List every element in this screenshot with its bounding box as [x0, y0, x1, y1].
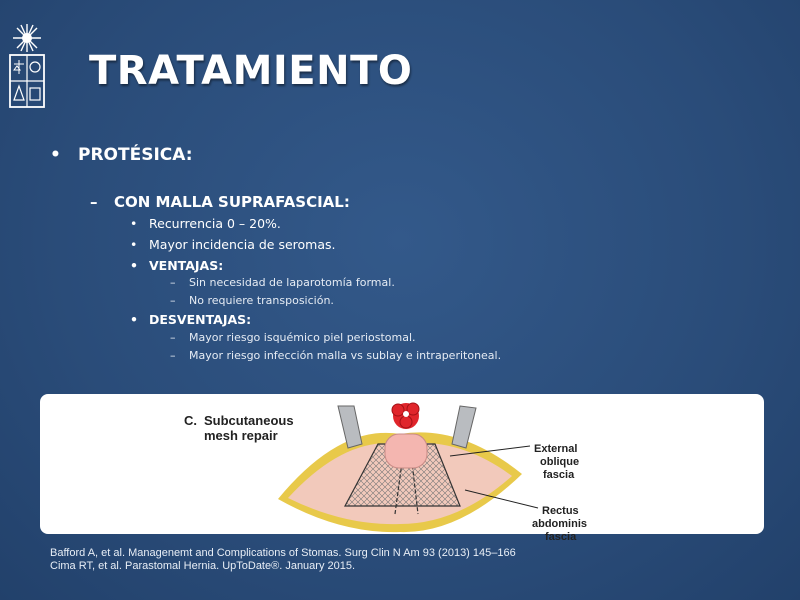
bullet-recurrencia: [130, 216, 281, 231]
sub-bullet-laparotomia: [170, 276, 395, 289]
bullet-dot: •: [130, 237, 138, 252]
bullet-dash: –: [90, 193, 98, 211]
bullet-protesica-text: PROTÉSICA:: [78, 145, 193, 165]
panel-title-line2: mesh repair: [204, 428, 278, 443]
bullet-dot: •: [130, 312, 138, 327]
bowel-loop: [385, 434, 427, 468]
sub-bullet-isquemico: [170, 331, 416, 344]
sub-bullet-transposicion-text: No requiere transposición.: [189, 294, 334, 307]
label-rectus-2: abdominis: [532, 518, 588, 530]
bullet-dash: –: [170, 276, 176, 289]
bullet-ventajas: [130, 258, 223, 273]
label-external-3: fascia: [543, 469, 575, 481]
sub-bullet-transposicion: [170, 294, 334, 307]
mesh-repair-illustration: [40, 394, 764, 543]
bullet-protesica: [50, 145, 193, 165]
bullet-seromas: [130, 237, 336, 252]
subcutaneous-mesh-figure: [40, 394, 764, 543]
panel-title-line1: Subcutaneous: [204, 413, 294, 428]
bullet-malla-suprafascial-text: CON MALLA SUPRAFASCIAL:: [114, 193, 350, 211]
sub-bullet-isquemico-text: Mayor riesgo isquémico piel periostomal.: [189, 331, 416, 344]
reference-cima: Cima RT, et al. Parastomal Hernia. UpToDate®. January 2015.: [50, 560, 356, 572]
panel-label: C.: [184, 413, 197, 428]
label-rectus-3: fascia: [545, 531, 577, 543]
bullet-dash: –: [170, 349, 176, 362]
bullet-desventajas: [130, 312, 251, 327]
slide-title: TRATAMIENTO: [89, 48, 413, 94]
stoma-icon: [392, 403, 419, 429]
bullet-malla-suprafascial: [90, 193, 350, 211]
bullet-dash: –: [170, 294, 176, 307]
reference-bafford: Bafford A, et al. Managenemt and Complications of Stomas. Surg Clin N Am 93 (2013) 145–166: [50, 547, 516, 559]
label-external-2: oblique: [540, 456, 580, 468]
retractor: [452, 406, 476, 448]
retractor: [338, 406, 362, 448]
sub-bullet-infeccion-text: Mayor riesgo infección malla vs sublay e intraperitoneal.: [189, 349, 502, 362]
bullet-seromas-text: Mayor incidencia de seromas.: [149, 237, 336, 252]
bullet-dash: –: [170, 331, 176, 344]
label-rectus-1: Rectus: [542, 505, 579, 517]
bullet-ventajas-text: VENTAJAS:: [149, 258, 224, 273]
university-logo: [7, 22, 47, 110]
bullet-dot: •: [130, 216, 138, 231]
bullet-recurrencia-text: Recurrencia 0 – 20%.: [149, 216, 281, 231]
sub-bullet-laparotomia-text: Sin necesidad de laparotomía formal.: [189, 276, 395, 289]
bullet-desventajas-text: DESVENTAJAS:: [149, 312, 252, 327]
sub-bullet-infeccion: [170, 349, 501, 362]
bullet-dot: •: [50, 145, 61, 165]
bullet-dot: •: [130, 258, 138, 273]
university-crest-icon: [7, 22, 47, 110]
label-external-1: External: [534, 443, 578, 455]
